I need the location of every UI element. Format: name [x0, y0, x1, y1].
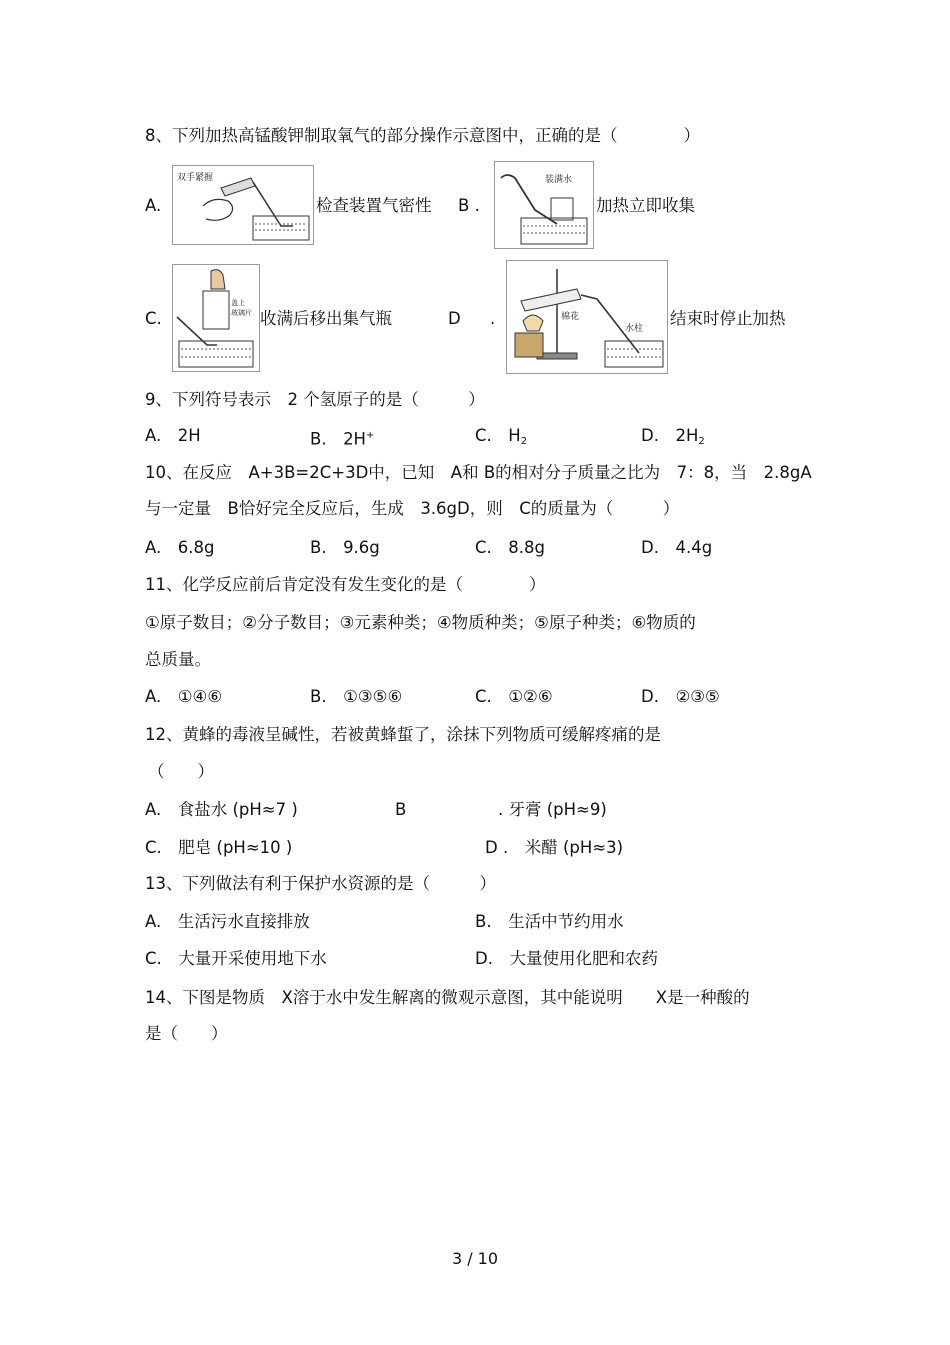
- q12-option-b: . 牙膏 (pH≈9): [498, 800, 607, 819]
- q14-line1: 14、下图是物质 X溶于水中发生解离的微观示意图，其中能说明 X是一种酸的: [145, 988, 750, 1007]
- q11-option-c: C. ①②⑥: [475, 687, 553, 706]
- fig-a-label: 双手紧握: [177, 173, 214, 183]
- q11-option-b: B. ①③⑤⑥: [310, 687, 403, 706]
- q12-stem: 12、黄蜂的毒液呈碱性，若被黄蜂蜇了，涂抹下列物质可缓解疼痛的是: [145, 725, 661, 744]
- q10-line2: 与一定量 B恰好完全反应后，生成 3.6gD，则 C的质量为（ ）: [145, 499, 680, 518]
- q10-line1: 10、在反应 A+3B=2C+3D中，已知 A和 B的相对分子质量之比为 7：8，当 2.8gA: [145, 463, 812, 482]
- q13-stem: 13、下列做法有利于保护水资源的是（ ）: [145, 874, 496, 893]
- q14-line2: 是（ ）: [145, 1024, 228, 1043]
- q8-option-a-letter: A.: [145, 196, 162, 215]
- q8-figure-b: [494, 161, 594, 249]
- wood-block-icon: [515, 333, 543, 357]
- q13-option-b: B. 生活中节约用水: [475, 912, 624, 931]
- test-tube-icon: [221, 178, 255, 196]
- water-trough-icon: [253, 216, 309, 240]
- fig-d-label1: 棉花: [561, 312, 580, 322]
- q12-option-d: D . 米醋 (pH≈3): [485, 838, 624, 857]
- q8-stem: 8、下列加热高锰酸钾制取氧气的部分操作示意图中，正确的是（ ）: [145, 126, 700, 145]
- delivery-tube-icon: [253, 182, 293, 226]
- q10-option-a: A. 6.8g: [145, 538, 215, 557]
- q8-option-d-text: 结束时停止加热: [670, 309, 786, 328]
- q9-stem: 9、下列符号表示 2 个氢原子的是（ ）: [145, 390, 485, 409]
- q8-figure-d: [506, 260, 668, 374]
- gas-bottle-icon: [203, 291, 229, 329]
- q12-option-b-letter: B: [395, 800, 407, 819]
- q9-option-d-text: D. 2H: [641, 426, 699, 445]
- q8-option-c-letter: C.: [145, 309, 162, 328]
- q13-option-d: D. 大量使用化肥和农药: [475, 949, 658, 968]
- fig-d-label2: 水柱: [625, 324, 644, 334]
- q10-option-c: C. 8.8g: [475, 538, 545, 557]
- alcohol-lamp-icon: [523, 315, 543, 331]
- page-number: 3 / 10: [451, 1249, 499, 1268]
- q13-option-a: A. 生活污水直接排放: [145, 912, 310, 931]
- q12-paren: （ ）: [148, 762, 214, 781]
- q12-option-c: C. 肥皂 (pH≈10 ): [145, 838, 293, 857]
- q9-option-c-text: C. H: [475, 426, 521, 445]
- q9-option-b-text: B. 2H: [310, 429, 366, 449]
- q9-option-c-sub: 2: [520, 436, 528, 447]
- test-tube-icon: [521, 289, 581, 311]
- q10-option-b: B. 9.6g: [310, 538, 380, 557]
- q10-option-d: D. 4.4g: [641, 538, 713, 557]
- q8-option-d-dot: .: [490, 309, 496, 328]
- q12-option-a: A. 食盐水 (pH≈7 ): [145, 800, 298, 819]
- q9-option-b-sup: +: [365, 430, 375, 441]
- q11-option-d: D. ②③⑤: [641, 687, 720, 706]
- q9-option-a: A. 2H: [145, 426, 201, 445]
- water-trough-icon: [605, 341, 663, 367]
- q9-option-d: [641, 425, 705, 453]
- q9-option-b: [310, 425, 374, 451]
- fig-b-label: 装满水: [545, 175, 573, 185]
- q8-option-b-text: 加热立即收集: [596, 196, 695, 215]
- q11-line2: ①原子数目；②分子数目；③元素种类；④物质种类；⑤原子种类；⑥物质的: [145, 613, 696, 632]
- q8-option-c-text: 收满后移出集气瓶: [260, 309, 392, 328]
- fig-c-label2: 玻璃片: [231, 309, 252, 317]
- hand-icon: [211, 270, 225, 289]
- q11-line3: 总质量。: [145, 650, 211, 669]
- q8-option-a-text: 检查装置气密性: [316, 196, 432, 215]
- q8-figure-a: [172, 165, 314, 245]
- q11-stem: 11、化学反应前后肯定没有发生变化的是（ ）: [145, 575, 546, 594]
- q9-option-d-sub: 2: [698, 436, 705, 447]
- hand-icon: [203, 199, 233, 220]
- q11-option-a: A. ①④⑥: [145, 687, 223, 706]
- fig-c-label1: 盖上: [231, 299, 245, 307]
- q8-figure-c: [172, 264, 260, 372]
- q8-option-d-letter: D: [448, 309, 461, 328]
- q8-option-b-letter: B .: [458, 196, 480, 215]
- q13-option-c: C. 大量开采使用地下水: [145, 949, 327, 968]
- q9-option-c: [475, 425, 527, 453]
- gas-bottle-icon: [551, 198, 573, 220]
